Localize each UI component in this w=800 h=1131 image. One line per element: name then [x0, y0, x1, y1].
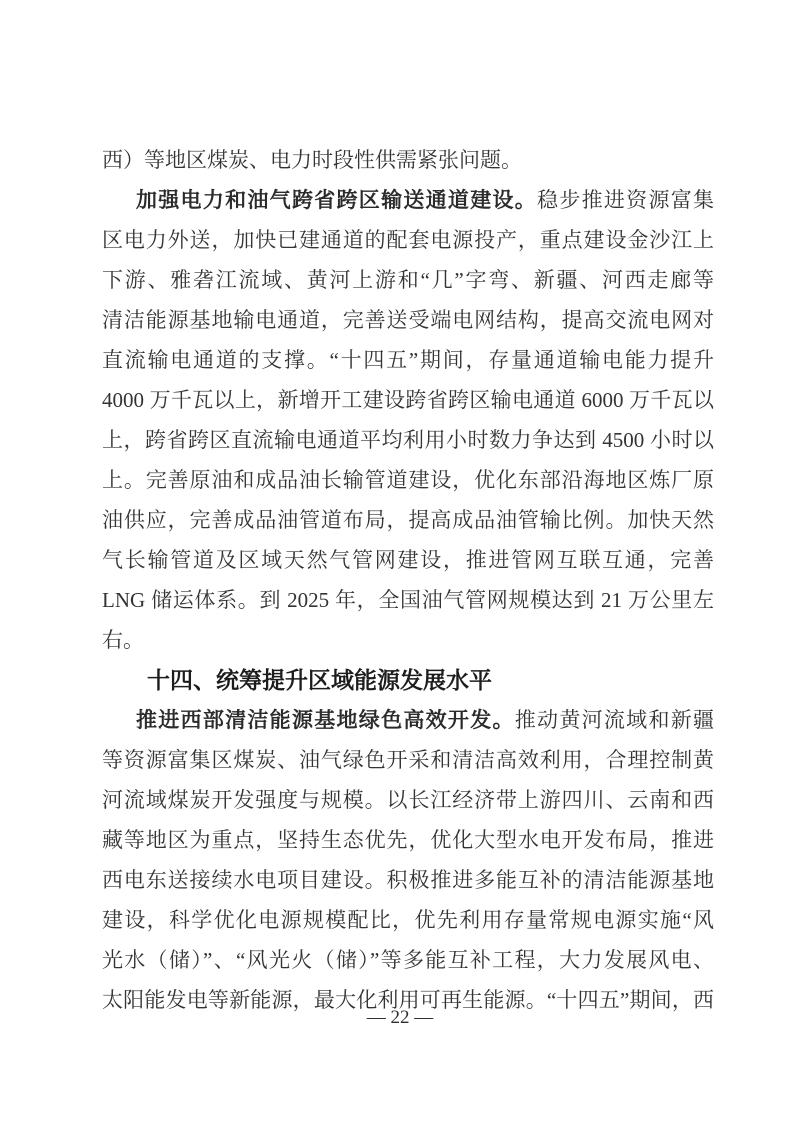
text-line: 气长输管道及区域天然气管网建设，推进管网互联互通，完善 — [102, 548, 714, 572]
text-line: 右。 — [102, 628, 144, 652]
text-line: 区电力外送，加快已建通道的配套电源投产，重点建设金沙江上 — [102, 228, 714, 252]
bold-sentence: 推进西部清洁能源基地绿色高效开发。 — [136, 708, 515, 732]
text-line: 直流输电通道的支撑。“十四五”期间，存量通道输电能力提升 — [102, 348, 714, 372]
text-line: 上，跨省跨区直流输电通道平均利用小时数力争达到 4500 小时以 — [102, 428, 714, 452]
text-line: 西）等地区煤炭、电力时段性供需紧张问题。 — [102, 148, 522, 172]
text-line: 藏等地区为重点，坚持生态优先，优化大型水电开发布局，推进 — [102, 828, 714, 852]
bold-sentence: 加强电力和油气跨省跨区输送通道建设。 — [136, 188, 538, 212]
text-line: 西电东送接续水电项目建设。积极推进多能互补的清洁能源基地 — [102, 868, 714, 892]
text-line: 建设，科学优化电源规模配比，优先利用存量常规电源实施“风 — [102, 908, 714, 932]
section-heading: 十四、统筹提升区域能源发展水平 — [147, 667, 492, 693]
text-line — [102, 180, 714, 220]
text-line: 太阳能发电等新能源，最大化利用可再生能源。“十四五”期间，西 — [102, 988, 714, 1012]
text-run: 稳步推进资源富集 — [537, 188, 715, 212]
text-line: 光水（储）”、“风光火（储）”等多能互补工程，大力发展风电、 — [102, 948, 714, 972]
text-line: 上。完善原油和成品油长输管道建设，优化东部沿海地区炼厂原 — [102, 468, 714, 492]
text-line — [102, 700, 714, 740]
text-line: 下游、雅砻江流域、黄河上游和“几”字弯、新疆、河西走廊等 — [102, 268, 714, 292]
text-line: 清洁能源基地输电通道，完善送受端电网结构，提高交流电网对 — [102, 308, 714, 332]
text-block — [102, 140, 714, 1020]
text-line: 河流域煤炭开发强度与规模。以长江经济带上游四川、云南和西 — [102, 788, 714, 812]
text-line: 4000 万千瓦以上，新增开工建设跨省跨区输电通道 6000 万千瓦以 — [102, 388, 714, 412]
text-line: 等资源富集区煤炭、油气绿色开采和清洁高效利用，合理控制黄 — [102, 748, 714, 772]
text-line: LNG 储运体系。到 2025 年，全国油气管网规模达到 21 万公里左 — [102, 588, 714, 612]
page-number: — 22 — — [366, 1007, 434, 1028]
text-line: 油供应，完善成品油管道布局，提高成品油管输比例。加快天然 — [102, 508, 714, 532]
text-run: 推动黄河流域和新疆 — [514, 708, 715, 732]
